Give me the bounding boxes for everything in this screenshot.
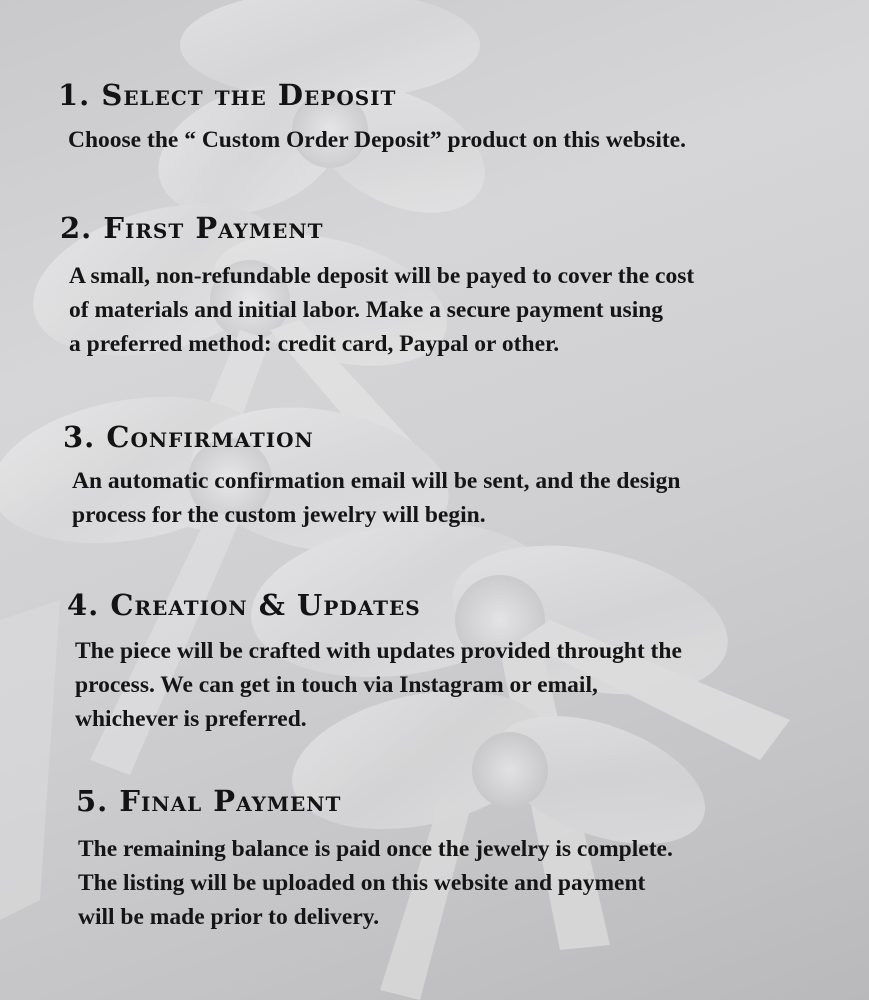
step-final-payment xyxy=(76,784,673,934)
step-heading: 4. Creation & Updates xyxy=(67,588,421,622)
step-description-line: of materials and initial labor. Make a secure payment using xyxy=(69,297,664,323)
step-heading: 3. Confirmation xyxy=(63,420,314,454)
step-heading: 2. First Payment xyxy=(60,211,324,245)
step-description-line: A small, non-refundable deposit will be payed to cover the cost xyxy=(69,263,695,289)
step-description xyxy=(75,634,682,736)
step-heading: 5. Final Payment xyxy=(76,784,342,818)
step-description xyxy=(72,464,680,532)
step-confirmation xyxy=(63,420,680,532)
step-description-line: whichever is preferred. xyxy=(75,706,307,732)
step-description-line: will be made prior to delivery. xyxy=(78,904,380,930)
step-description-line: The piece will be crafted with updates provided throught the xyxy=(75,638,682,664)
step-description xyxy=(69,259,694,361)
step-description-line: process. We can get in touch via Instagram or email, xyxy=(75,672,598,698)
step-first-payment xyxy=(60,211,694,361)
step-select-deposit xyxy=(58,78,686,157)
step-heading: 1. Select the Deposit xyxy=(58,78,397,112)
step-description-line: a preferred method: credit card, Paypal or other. xyxy=(69,331,560,357)
step-description-line: Choose the “ Custom Order Deposit” product on this website. xyxy=(68,127,686,153)
step-description xyxy=(68,123,686,157)
step-description-line: An automatic confirmation email will be sent, and the design xyxy=(72,468,681,494)
step-creation-updates xyxy=(67,588,682,736)
step-description-line: The listing will be uploaded on this website and payment xyxy=(78,870,646,896)
step-description xyxy=(78,832,673,934)
step-description-line: The remaining balance is paid once the jewelry is complete. xyxy=(78,836,673,862)
step-description-line: process for the custom jewelry will begin. xyxy=(72,502,486,528)
